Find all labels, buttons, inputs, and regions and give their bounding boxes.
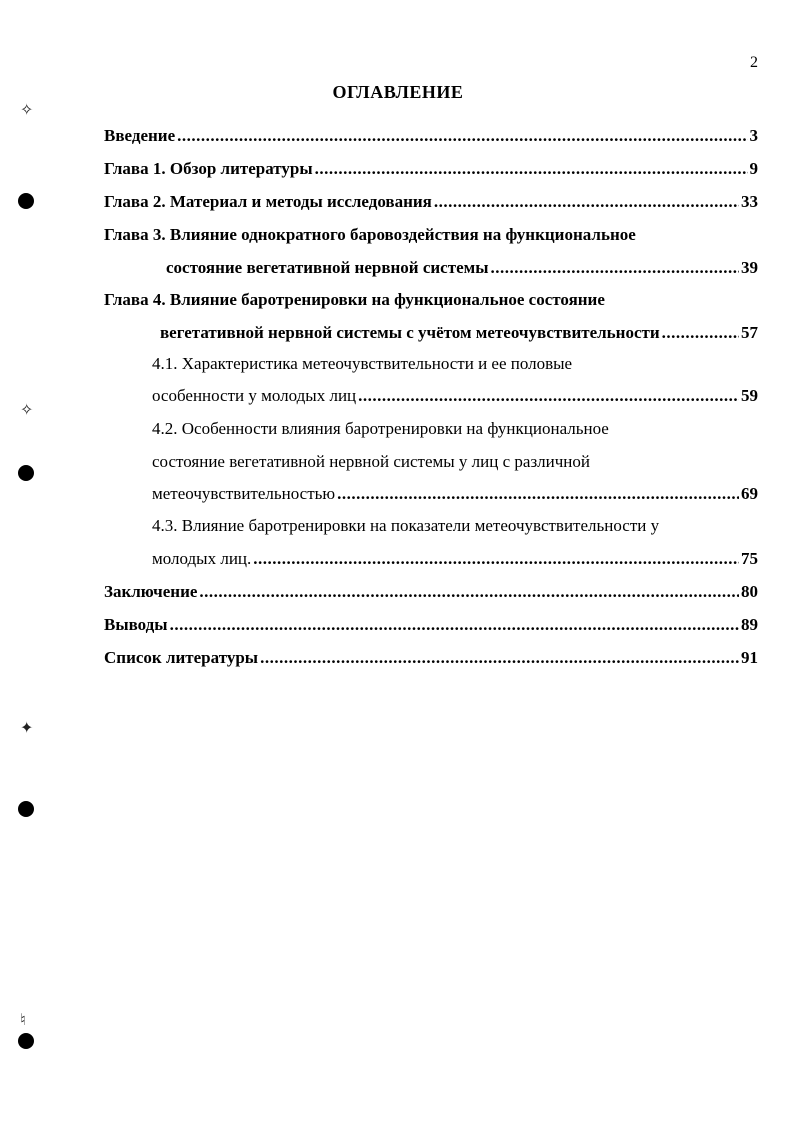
punch-hole-icon <box>18 465 34 481</box>
dot-leader <box>177 125 747 147</box>
dot-leader <box>170 614 739 636</box>
toc-page-number: 57 <box>741 323 758 342</box>
punch-hole-icon <box>18 193 34 209</box>
toc-entry-text: состояние вегетативной нервной системы <box>166 258 489 277</box>
toc-entry-section-4-2-line1: 4.2. Особенности влияния баротренировки на функциональное <box>152 419 609 438</box>
dot-leader <box>490 257 739 279</box>
toc-page-number: 75 <box>741 549 758 568</box>
toc-page-number: 80 <box>741 582 758 601</box>
toc-entry-text: Глава 1. Обзор литературы <box>104 159 313 178</box>
toc-entry-section-4-1[interactable] <box>152 385 758 407</box>
stitch-mark-icon: ♮ <box>20 1010 26 1029</box>
toc-entry-findings[interactable] <box>104 614 758 636</box>
toc-title: ОГЛАВЛЕНИЕ <box>332 82 464 102</box>
toc-entry-text: Введение <box>104 126 176 145</box>
dot-leader <box>434 191 739 213</box>
page-number: 2 <box>750 54 758 71</box>
toc-entry-chapter-2[interactable] <box>104 191 758 213</box>
dot-leader <box>253 548 739 570</box>
toc-page-number: 89 <box>741 615 758 634</box>
toc-entry-intro[interactable] <box>104 125 758 147</box>
toc-entry-chapter-4[interactable] <box>160 322 758 344</box>
punch-hole-icon <box>18 1033 34 1049</box>
toc-entry-section-4-1-line1: 4.1. Характеристика метеочувствительности и ее половые <box>152 354 573 373</box>
toc-entry-section-4-2[interactable] <box>152 483 758 505</box>
toc-entry-chapter-4-line1: Глава 4. Влияние баротренировки на функциональное состояние <box>104 290 605 309</box>
dot-leader <box>199 581 739 603</box>
toc-entry-text: особенности у молодых лиц <box>152 386 357 405</box>
toc-entry-section-4-2-line2: состояние вегетативной нервной системы у лиц с различной <box>152 452 590 471</box>
toc-page-number: 39 <box>741 258 758 277</box>
stitch-mark-icon: ✧ <box>20 100 34 119</box>
toc-page-number: 33 <box>741 192 758 211</box>
toc-entry-text: вегетативной нервной системы с учётом метеочувствительности <box>160 323 660 342</box>
toc-entry-chapter-3-line1: Глава 3. Влияние однократного баровоздействия на функциональное <box>104 225 636 244</box>
dot-leader <box>260 647 739 669</box>
toc-page-number: 59 <box>741 386 758 405</box>
toc-entry-chapter-3[interactable] <box>166 257 758 279</box>
toc-page-number: 3 <box>749 126 758 145</box>
toc-page-number: 91 <box>741 648 758 667</box>
dot-leader <box>315 158 748 180</box>
toc-page-number: 9 <box>749 159 758 178</box>
stitch-mark-icon: ✦ <box>20 718 34 737</box>
stitch-mark-icon: ✧ <box>20 400 34 419</box>
toc-page-number: 69 <box>741 484 758 503</box>
dot-leader <box>662 322 739 344</box>
dot-leader <box>337 483 739 505</box>
toc-entry-text: молодых лиц. <box>152 549 252 568</box>
dot-leader <box>358 385 739 407</box>
toc-entry-section-4-3-line1: 4.3. Влияние баротренировки на показатели метеочувствительности у <box>152 516 660 535</box>
toc-entry-section-4-3[interactable] <box>152 548 758 570</box>
toc-entry-references[interactable] <box>104 647 758 669</box>
toc-entry-text: Список литературы <box>104 648 259 667</box>
toc-entry-text: Глава 2. Материал и методы исследования <box>104 192 432 211</box>
toc-entry-text: метеочувствительностью <box>152 484 336 503</box>
toc-entry-text: Выводы <box>104 615 168 634</box>
toc-entry-text: Заключение <box>104 582 198 601</box>
toc-entry-chapter-1[interactable] <box>104 158 758 180</box>
toc-entry-conclusion[interactable] <box>104 581 758 603</box>
punch-hole-icon <box>18 801 34 817</box>
